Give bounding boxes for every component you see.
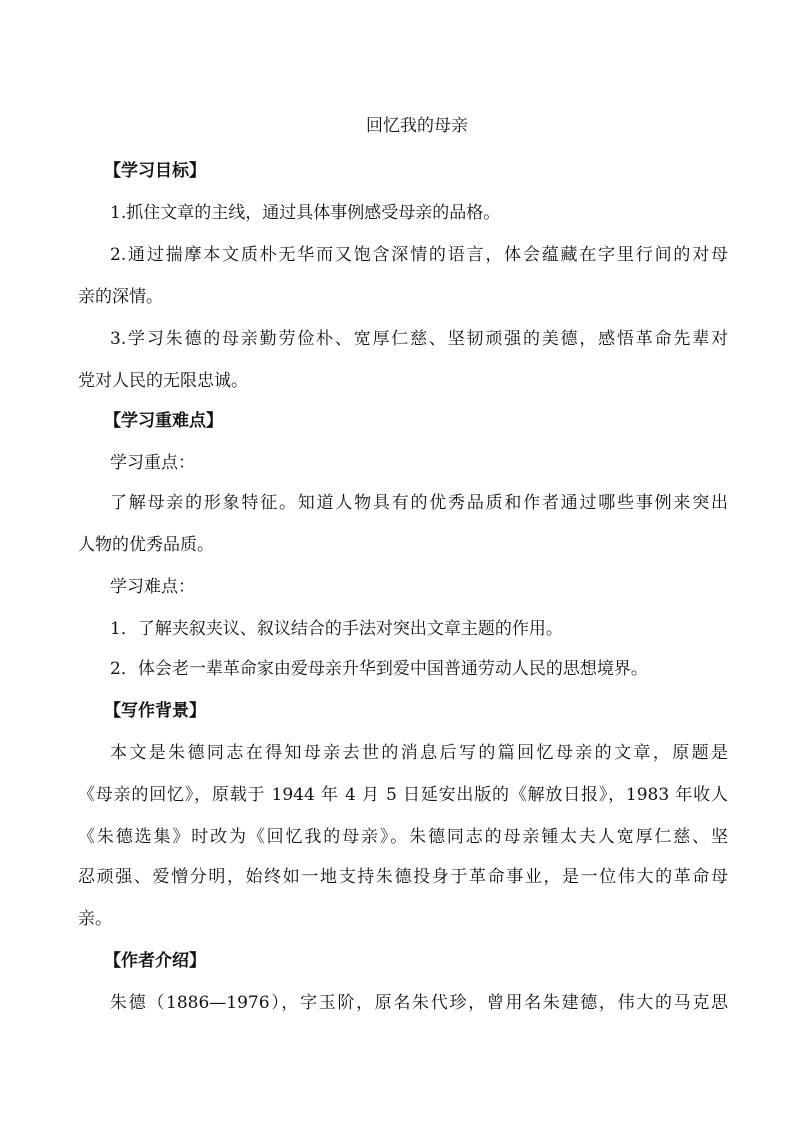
- objective-item-3-line-1: 3.学习朱德的母亲勤劳俭朴、宽厚仁慈、坚韧顽强的美德，感悟革命先辈对: [110, 329, 728, 349]
- section-heading-objectives: 【学习目标】: [104, 161, 206, 181]
- background-line-4: 忍顽强、爱憎分明，始终如一地支持朱德投身于革命事业，是一位伟大的革命母: [78, 867, 728, 887]
- document-title: 回忆我的母亲: [366, 116, 468, 136]
- background-line-1: 本文是朱德同志在得知母亲去世的消息后写的篇回忆母亲的文章，原题是: [110, 743, 728, 763]
- background-line-2: 《母亲的回忆》，原载于 1944 年 4 月 5 日延安出版的《解放日报》，1983 年收人: [78, 785, 728, 805]
- objective-item-1: 1.抓住文章的主线，通过具体事例感受母亲的品格。: [110, 203, 501, 223]
- difficulty-label: 学习难点：: [110, 577, 195, 597]
- objective-item-2-line-1: 2.通过揣摩本文质朴无华而又饱含深情的语言，体会蕴藏在字里行间的对母: [110, 245, 728, 265]
- background-line-3: 《朱德选集》时改为《回忆我的母亲》。朱德同志的母亲锺太夫人宽厚仁慈、坚: [78, 827, 728, 847]
- objective-item-2-line-2: 亲的深情。: [78, 287, 163, 307]
- objective-item-3-line-2: 党对人民的无限忠诚。: [78, 371, 248, 391]
- author-line-1: 朱德（1886—1976），字玉阶，原名朱代珍，曾用名朱建德，伟大的马克思: [110, 993, 728, 1013]
- difficulty-item-2: 2．体会老一辈革命家由爱母亲升华到爱中国普通劳动人民的思想境界。: [110, 659, 648, 679]
- focus-line-1: 了解母亲的形象特征。知道人物具有的优秀品质和作者通过哪些事例来突出: [110, 493, 728, 513]
- section-heading-author: 【作者介绍】: [104, 951, 206, 971]
- focus-label: 学习重点：: [110, 453, 195, 473]
- background-line-5: 亲。: [78, 909, 112, 929]
- section-heading-background: 【写作背景】: [104, 701, 206, 721]
- focus-line-2: 人物的优秀品质。: [78, 535, 214, 555]
- section-heading-key-points: 【学习重难点】: [104, 411, 223, 431]
- difficulty-item-1: 1．了解夹叙夹议、叙议结合的手法对突出文章主题的作用。: [110, 619, 563, 639]
